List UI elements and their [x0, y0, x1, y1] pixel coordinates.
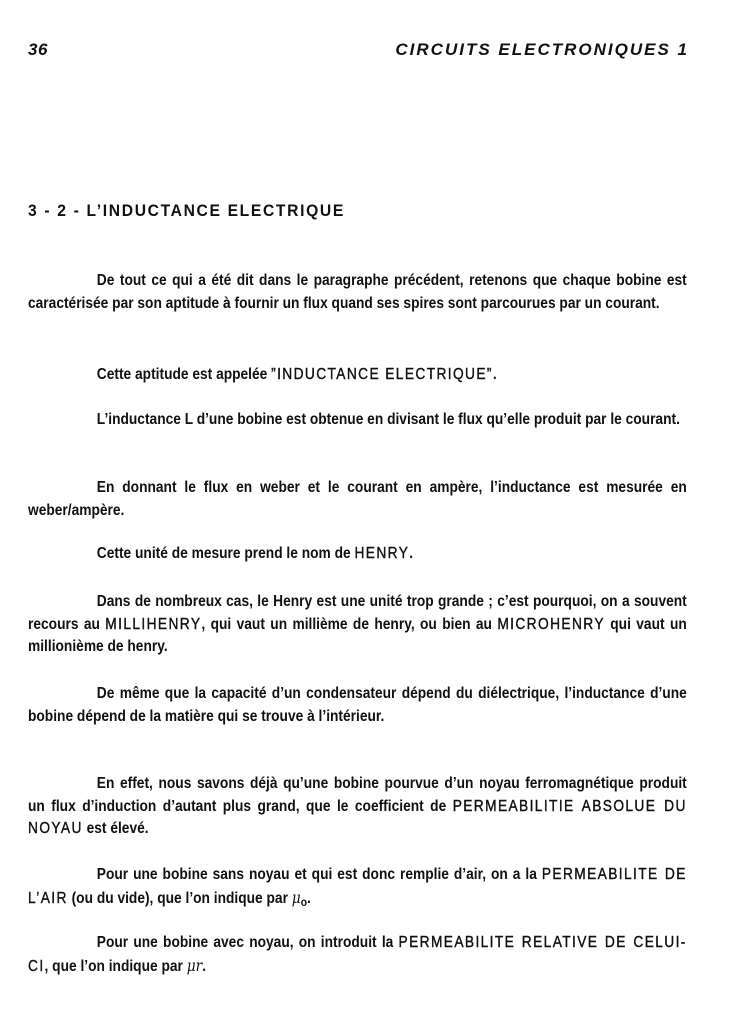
paragraph-text: qui vaut un millionième de henry.	[28, 615, 687, 655]
section-title: 3 - 2 - L’INDUCTANCE ELECTRIQUE	[28, 201, 345, 220]
mu-symbol: μ	[291, 887, 301, 907]
paragraph-text: De même que la capacité d’un condensateur dépend du diélectrique, l’inductance d’une bobine dépend de la matière qui se trouve à l’intérieur.	[28, 685, 687, 725]
paragraph-4	[28, 477, 687, 522]
paragraph-text: En effet, nous savons déjà qu’une bobine pourvue d’un noyau ferromagnétique produit un flux d’induction d’autant plus grand, que le coefficient de	[28, 775, 687, 815]
term-permeabilite-relative: PERMEABILITE RELATIVE DE CELUI-CI	[28, 934, 687, 975]
paragraph-text: , que l’on indique par	[44, 957, 187, 975]
paragraph-text: .	[307, 889, 311, 907]
paragraph-1	[28, 270, 687, 315]
paragraph-3	[28, 409, 687, 432]
paragraph-text: .	[492, 366, 497, 383]
paragraph-text: Dans de nombreux cas, le Henry est une unité trop grande ; c’est pourquoi, on a souvent recours au	[28, 593, 687, 633]
mu-subscript: o	[300, 894, 308, 909]
term-permeabilite-absolue: PERMEABILITIE ABSOLUE DU NOYAU	[28, 797, 687, 837]
term-henry: HENRY	[354, 545, 410, 562]
paragraph-10	[28, 932, 687, 978]
term-microhenry: MICROHENRY	[497, 615, 605, 633]
paragraph-5	[28, 543, 687, 566]
paragraph-text: En donnant le flux en weber et le courant en ampère, l’inductance est mesurée en weber/ampère.	[28, 479, 687, 519]
running-title: CIRCUITS ELECTRONIQUES 1	[395, 40, 689, 59]
paragraph-7	[28, 683, 687, 728]
paragraph-text: Cette aptitude est appelée	[96, 366, 272, 383]
paragraph-8	[28, 773, 687, 841]
paragraph-text: Cette unité de mesure prend le nom de	[96, 545, 355, 562]
paragraph-text: .	[409, 545, 414, 562]
paragraph-text: , qui vaut un millième de henry, ou bien au	[201, 615, 498, 633]
paragraph-text: .	[202, 957, 207, 975]
paragraph-text: L’inductance L d’une bobine est obtenue en divisant le flux qu’elle produit par le courant.	[96, 411, 680, 428]
term-permeabilite-air: PERMEABILITE DE L’AIR	[28, 866, 687, 907]
page-header	[28, 40, 689, 64]
term-inductance: ”INDUCTANCE ELECTRIQUE”	[271, 366, 493, 383]
paragraph-text: Pour une bobine avec noyau, on introduit la	[96, 934, 399, 951]
paragraph-text: (ou du vide), que l’on indique par	[67, 889, 292, 907]
paragraph-text: Pour une bobine sans noyau et qui est donc remplie d’air, on a la	[96, 866, 542, 883]
mu-r-symbol: μr	[186, 955, 203, 975]
paragraph-2	[28, 364, 687, 387]
paragraph-text: est élevé.	[82, 820, 149, 837]
paragraph-6	[28, 591, 687, 659]
page-number: 36	[28, 40, 48, 59]
term-millihenry: MILLIHENRY	[105, 615, 202, 633]
paragraph-text: De tout ce qui a été dit dans le paragraphe précédent, retenons que chaque bobine est caractérisée par son aptitude à fournir un flux quand ses spires sont parcourues par un courant.	[28, 272, 687, 312]
paragraph-9	[28, 864, 687, 913]
